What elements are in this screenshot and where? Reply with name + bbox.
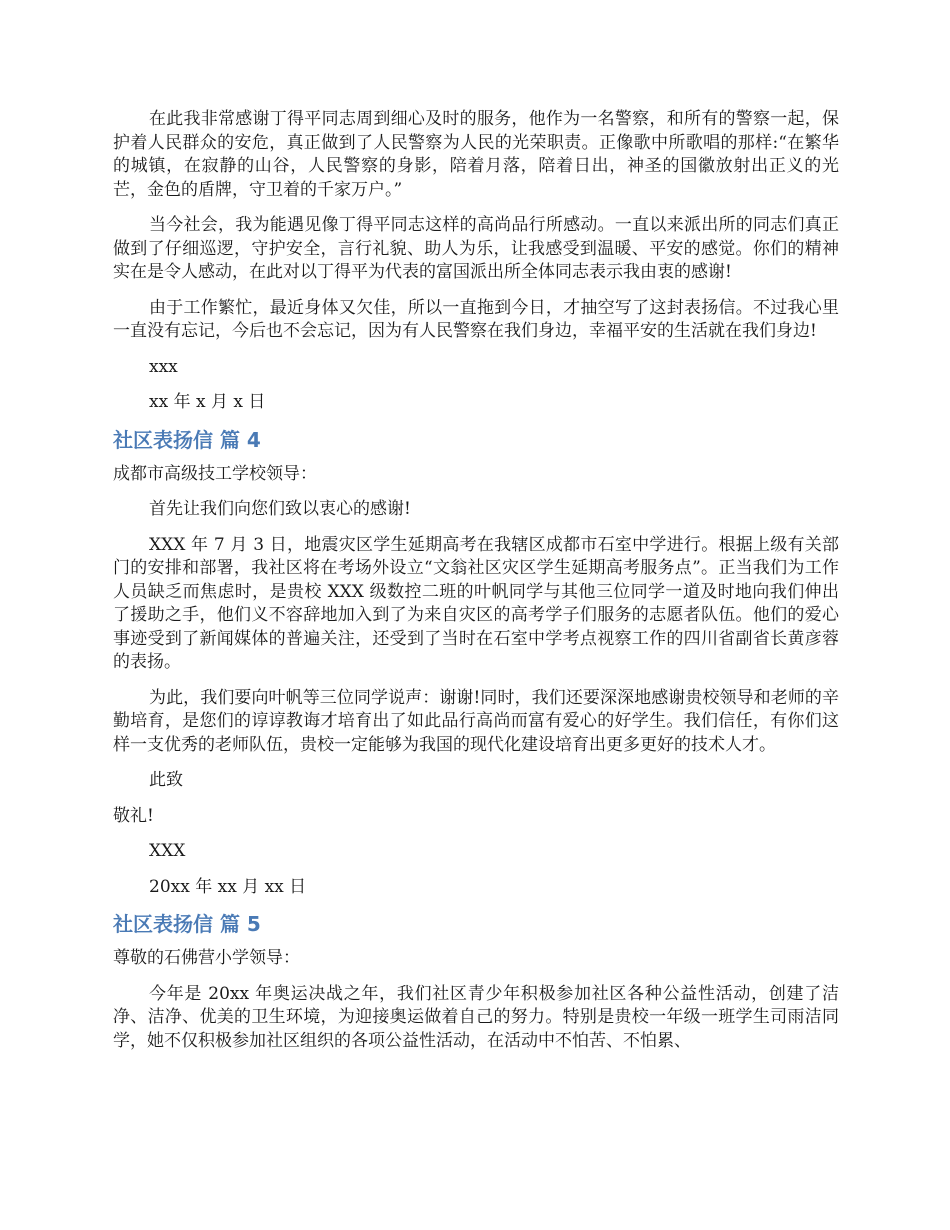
letter5-salutation: 尊敬的石佛营小学领导： bbox=[113, 948, 300, 968]
letter4-paragraph-2: XXX 年 7 月 3 日，地震灾区学生延期高考在我辖区成都市石室中学进行。根据上级有关部门的安排和部署，我社区将在考场外设立“文翁社区灾区学生延期高考服务点”。正当我们为工作人员缺乏而焦虑时，是贵校 XXX 级数控二班的叶帆同学与其他三位同学一道及时地向我们伸出了援助之手，他们义不容辞地加入到了为来自灾区的高考学子们服务的志愿者队伍。他们的爱心事迹受到了新闻媒体的普遍关注，还受到了当时在石室中学考点视察工作的四川省副省长黄彦蓉的表扬。 bbox=[113, 534, 839, 672]
letter4-paragraph-3: 为此，我们要向叶帆等三位同学说声：谢谢!同时，我们还要深深地感谢贵校领导和老师的辛勤培育，是您们的谆谆教诲才培育出了如此品行高尚而富有爱心的好学生。我们信任，有你们这样一支优秀的老师队伍，贵校一定能够为我国的现代化建设培育出更多更好的技术人才。 bbox=[113, 687, 839, 755]
letter4-date: 20xx 年 xx 月 xx 日 bbox=[149, 876, 307, 897]
letter3-paragraph-1: 在此我非常感谢丁得平同志周到细心及时的服务，他作为一名警察，和所有的警察一起，保护着人民群众的安危，真正做到了人民警察为人民的光荣职责。正像歌中所歌唱的那样:“在繁华的城镇，在寂静的山谷，人民警察的身影，陪着月落，陪着日出，神圣的国徽放射出正义的光芒，金色的盾牌，守卫着的千家万户。” bbox=[113, 109, 839, 200]
letter3-paragraph-3: 由于工作繁忙，最近身体又欠佳，所以一直拖到今日，才抽空写了这封表扬信。不过我心里一直没有忘记，今后也不会忘记，因为有人民警察在我们身边，幸福平安的生活就在我们身边! bbox=[113, 297, 839, 341]
letter4-closing-salute: 敬礼! bbox=[113, 805, 154, 826]
letter4-signature: XXX bbox=[149, 841, 186, 861]
letter4-paragraph-1: 首先让我们向您们致以衷心的感谢! bbox=[149, 499, 411, 519]
letter3-signature: xxx bbox=[149, 356, 178, 377]
letter4-closing-greeting: 此致 bbox=[149, 770, 183, 790]
document-page bbox=[113, 108, 839, 1053]
letter4-salutation: 成都市高级技工学校领导： bbox=[113, 463, 317, 484]
letter3-date: xx 年 x 月 x 日 bbox=[149, 392, 266, 412]
section-heading-4: 社区表扬信 篇 4 bbox=[113, 427, 261, 452]
letter3-paragraph-2: 当今社会，我为能遇见像丁得平同志这样的高尚品行所感动。一直以来派出所的同志们真正做到了仔细巡逻，守护安全，言行礼貌、助人为乐，让我感受到温暖、平安的感觉。你们的精神实在是令人感动，在此对以丁得平为代表的富国派出所全体同志表示我由衷的感谢! bbox=[113, 215, 839, 282]
section-heading-5: 社区表扬信 篇 5 bbox=[113, 912, 261, 936]
letter5-paragraph-1: 今年是 20xx 年奥运决战之年，我们社区青少年积极参加社区各种公益性活动，创建了洁净、洁净、优美的卫生环境，为迎接奥运做着自己的努力。特别是贵校一年级一班学生司雨洁同学，她不仅积极参加社区组织的各项公益性活动，在活动中不怕苦、不怕累、 bbox=[113, 983, 839, 1051]
